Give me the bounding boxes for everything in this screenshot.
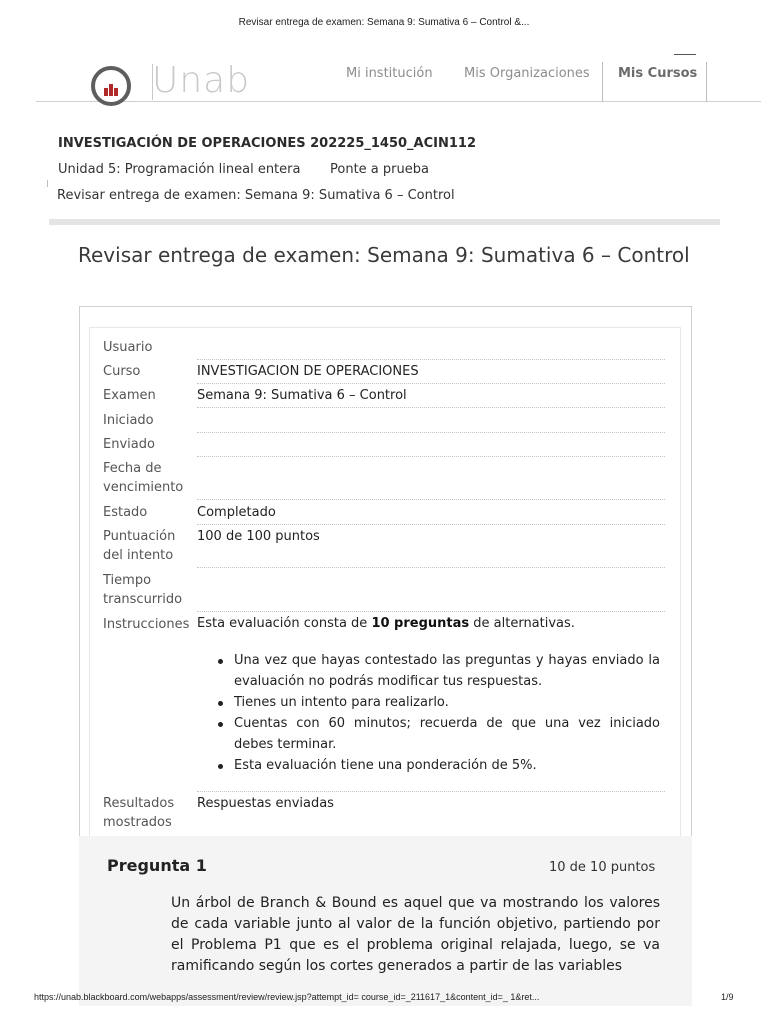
curso-value: INVESTIGACION DE OPERACIONES (197, 364, 419, 379)
footer-page-number: 1/9 (721, 992, 734, 1002)
nav-indicator-line (674, 54, 696, 55)
print-header-title: Revisar entrega de examen: Semana 9: Sumativa 6 – Control &... (238, 17, 530, 28)
question-title: Pregunta 1 (107, 856, 207, 875)
nav-mi-institucion[interactable]: Mi institución (346, 66, 433, 81)
iniciado-label: Iniciado (103, 413, 154, 428)
enviado-label: Enviado (103, 437, 155, 452)
list-item: Tienes un intento para realizarlo. (216, 692, 660, 713)
footer-url: https://unab.blackboard.com/webapps/assessment/review/review.jsp?attempt_id= course_id=_211617_1&content_id=_ 1&ret... (34, 992, 540, 1002)
resultados-value: Respuestas enviadas (197, 796, 334, 811)
instrucciones-intro-bold: 10 preguntas (371, 616, 470, 631)
puntuacion-value: 100 de 100 puntos (197, 529, 320, 544)
vencimiento-label-line1: Fecha de (103, 461, 162, 476)
resultados-label-line1: Resultados (103, 796, 175, 811)
instrucciones-label: Instrucciones (103, 617, 190, 632)
estado-label: Estado (103, 505, 148, 520)
examen-value: Semana 9: Sumativa 6 – Control (197, 388, 407, 403)
question-points: 10 de 10 puntos (549, 860, 656, 875)
tiempo-label-line1: Tiempo (103, 573, 152, 588)
breadcrumb-marker (47, 180, 48, 187)
logo-emblem-icon (91, 66, 131, 106)
page-title: Revisar entrega de examen: Semana 9: Sumativa 6 – Control (78, 243, 690, 267)
top-navigation-bar (36, 46, 761, 102)
course-title[interactable]: INVESTIGACIÓN DE OPERACIONES 202225_1450_ACIN112 (58, 136, 477, 151)
print-footer (0, 992, 768, 1006)
instrucciones-list (216, 650, 660, 776)
nav-mis-cursos[interactable]: Mis Cursos (618, 66, 698, 81)
breadcrumb-unit[interactable]: Unidad 5: Programación lineal entera (58, 162, 301, 177)
question-text: Un árbol de Branch & Bound es aquel que va mostrando los valores de cada variable junto al valor de la función objetivo, partiendo por el Problema P1 que es el problema original relajada, luego, se va ramificando según los cortes generados a partir de las variables (171, 895, 660, 974)
list-item: Cuentas con 60 minutos; recuerda de que una vez iniciado debes terminar. (216, 713, 660, 755)
puntuacion-label-line1: Puntuación (103, 529, 176, 544)
vencimiento-label-line2: vencimiento (103, 480, 184, 495)
examen-label: Examen (103, 388, 156, 403)
curso-label: Curso (103, 364, 141, 379)
header-separator (49, 219, 720, 225)
nav-mis-organizaciones[interactable]: Mis Organizaciones (464, 66, 590, 81)
unab-logo[interactable] (91, 66, 131, 106)
resultados-label-line2: mostrados (103, 815, 172, 830)
tiempo-label-line2: transcurrido (103, 592, 183, 607)
list-item: Una vez que hayas contestado las preguntas y hayas enviado la evaluación no podrás modificar tus respuestas. (216, 650, 660, 692)
breadcrumb-current: Revisar entrega de examen: Semana 9: Sumativa 6 – Control (57, 188, 455, 203)
instrucciones-intro: Esta evaluación consta de 10 preguntas de alternativas. (197, 616, 575, 631)
estado-value: Completado (197, 505, 276, 520)
usuario-label: Usuario (103, 340, 153, 355)
puntuacion-label-line2: del intento (103, 548, 174, 563)
list-item: Esta evaluación tiene una ponderación de 5%. (216, 755, 660, 776)
breadcrumb-section[interactable]: Ponte a prueba (330, 162, 429, 177)
logo-wordmark: Unab (152, 60, 251, 101)
